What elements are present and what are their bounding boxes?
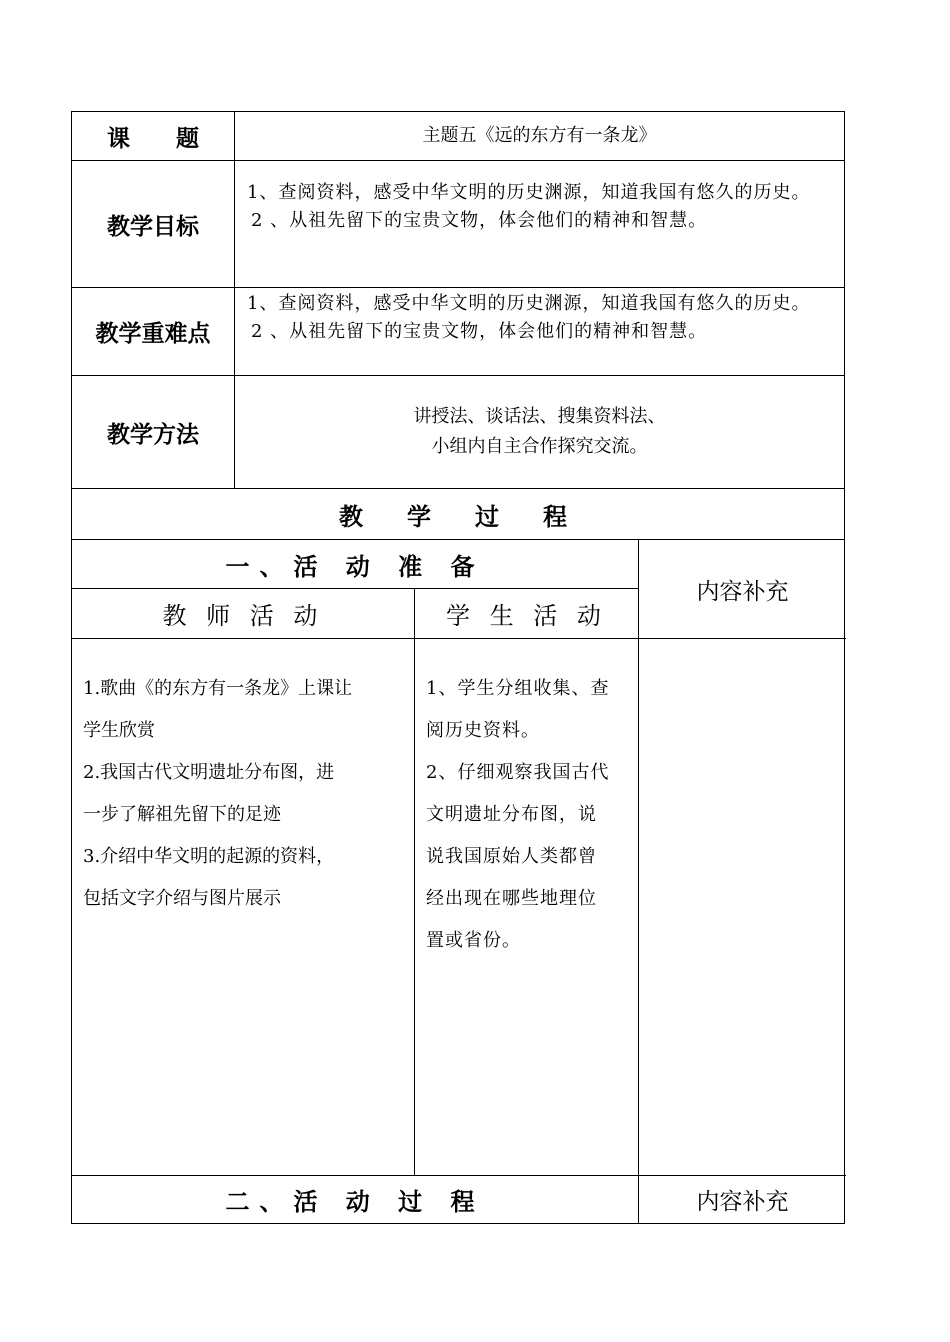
goal-row <box>72 161 844 288</box>
topic-value: 主题五《远的东方有一条龙》 <box>422 125 657 146</box>
goal-line-1: 1、查阅资料，感受中华文明的历史渊源，知道我国有悠久的历史。 <box>247 182 811 203</box>
teacher-line-1: 1.歌曲《的东方有一条龙》上课让 <box>83 678 353 699</box>
lesson-plan-table <box>71 111 845 1224</box>
student-head: 学 生 活 动 <box>414 589 638 639</box>
process-title: 教 学 过 程 <box>72 489 844 540</box>
method-line-2: 小组内自主合作探究交流。 <box>431 436 648 457</box>
student-line-2: 阅历史资料。 <box>426 720 540 741</box>
supplement-head: 内容补充 <box>638 540 846 639</box>
key-label: 教学重难点 <box>72 288 235 375</box>
key-text <box>235 288 844 375</box>
method-label: 教学方法 <box>72 376 235 488</box>
student-line-3: 2、仔细观察我国古代 <box>426 762 610 783</box>
section1-title: 一、活 动 准 备 <box>72 540 638 589</box>
topic-label: 课 题 <box>72 112 235 160</box>
method-row <box>72 376 844 489</box>
section2-title: 二、活 动 过 程 <box>225 1188 485 1216</box>
goal-label: 教学目标 <box>72 161 235 287</box>
supplement-cell <box>638 639 846 1176</box>
teacher-line-6: 包括文字介绍与图片展示 <box>83 888 281 909</box>
student-line-5: 说我国原始人类都曾 <box>426 846 597 867</box>
student-activities <box>414 639 638 1176</box>
topic-row <box>72 112 844 161</box>
key-row <box>72 288 844 376</box>
student-line-1: 1、学生分组收集、查 <box>426 678 610 699</box>
method-text <box>235 376 844 488</box>
supplement-head-2: 内容补充 <box>638 1176 846 1223</box>
method-line-1: 讲授法、谈话法、搜集资料法、 <box>413 406 666 427</box>
goal-text <box>235 161 844 287</box>
teacher-line-4: 一步了解祖先留下的足迹 <box>83 804 281 825</box>
teacher-line-5: 3.介绍中华文明的起源的资料， <box>83 846 335 867</box>
teacher-head: 教 师 活 动 <box>72 589 414 639</box>
key-line-1: 1、查阅资料，感受中华文明的历史渊源，知道我国有悠久的历史。 <box>247 293 811 314</box>
teacher-activities <box>72 639 414 1176</box>
student-line-6: 经出现在哪些地理位 <box>426 888 597 909</box>
teacher-line-2: 学生欣赏 <box>83 720 155 741</box>
student-line-7: 置或省份。 <box>426 930 521 951</box>
teacher-line-3: 2.我国古代文明遗址分布图，进 <box>83 762 335 783</box>
goal-line-2: 2 、从祖先留下的宝贵文物，体会他们的精神和智慧。 <box>251 210 708 231</box>
key-line-2: 2 、从祖先留下的宝贵文物，体会他们的精神和智慧。 <box>251 321 708 342</box>
student-line-4: 文明遗址分布图，说 <box>426 804 597 825</box>
